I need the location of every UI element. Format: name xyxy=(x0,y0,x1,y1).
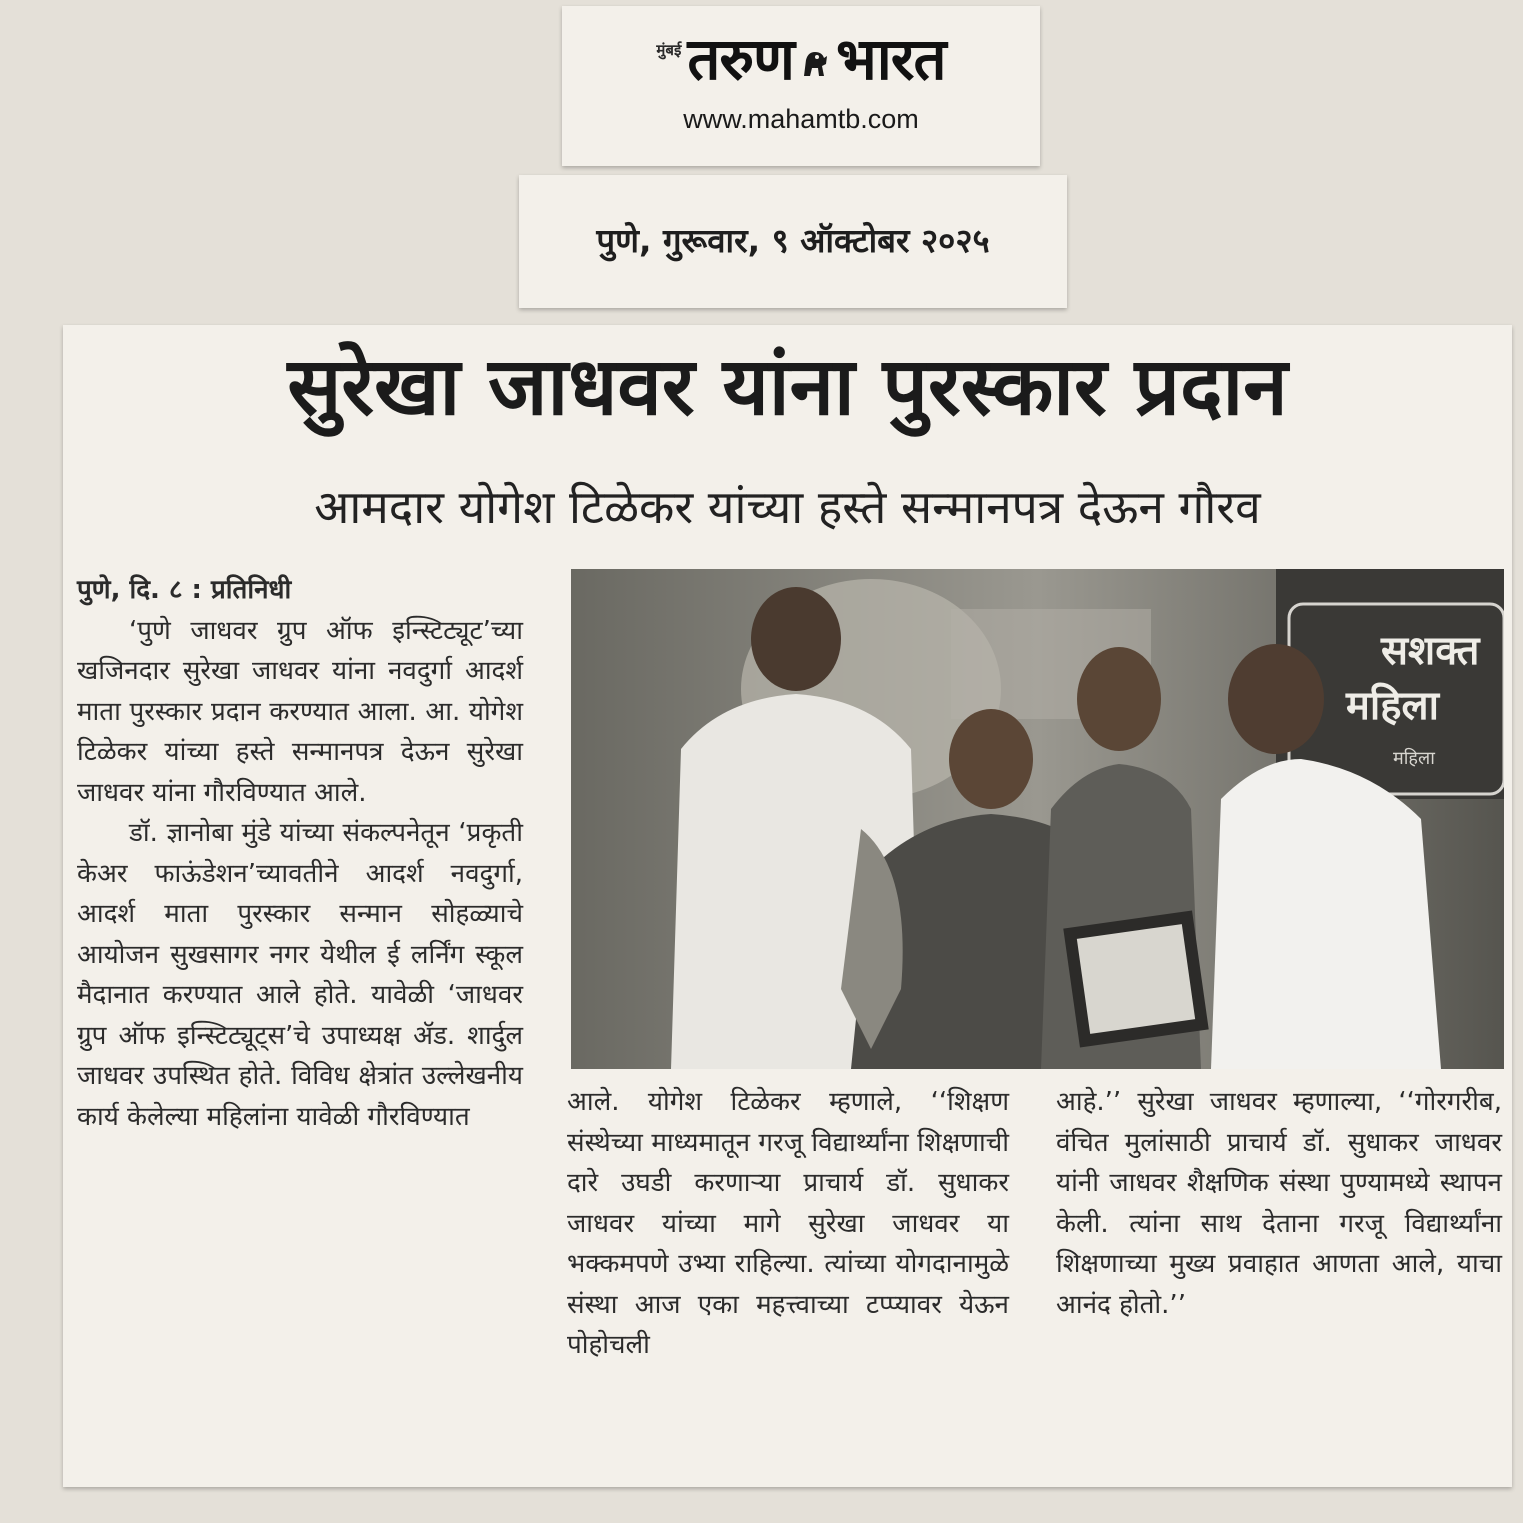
masthead-clipping xyxy=(562,6,1040,166)
article-column-3 xyxy=(1056,1082,1502,1325)
headline: सुरेखा जाधवर यांना पुरस्कार प्रदान xyxy=(287,340,1288,433)
article-column-2 xyxy=(567,1082,1009,1366)
award-ceremony-photo xyxy=(571,569,1504,1069)
article-paragraph: आहे.’’ सुरेखा जाधवर म्हणाल्या, ‘‘गोरगरीब, वंचित मुलांसाठी प्राचार्य डॉ. सुधाकर जाधवर यांनी जाधवर शैक्षणिक संस्था पुण्यामध्ये स्थापन केली. त्यांना साथ देताना गरजू विद्यार्थ्यांना शिक्षणाच्या मुख्य प्रवाहात आणता आले, याचा आनंद होतो.’’ xyxy=(1056,1087,1502,1320)
date-clipping xyxy=(519,175,1067,308)
masthead-city: मुंबई xyxy=(656,41,682,59)
article-column-1 xyxy=(77,570,523,1137)
article-paragraph: डॉ. ज्ञानोबा मुंडे यांच्या संकल्पनेतून ‘प्रकृती केअर फाऊंडेशन’च्यावतीने आदर्श नवदुर्गा, आदर्श माता पुरस्कार सन्मान सोहळ्याचे आयोजन सुखसागर नगर येथील ई लर्निंग स्कूल मैदानात करण्यात आले होते. यावेळी ‘जाधवर ग्रुप ऑफ इन्स्टिट्यूट्स’चे उपाध्यक्ष ॲड. शार्दुल जाधवर उपस्थित होते. विविध क्षेत्रांत उल्लेखनीय कार्य केलेल्या महिलांना यावेळी गौरविण्यात xyxy=(77,818,523,1132)
masthead-url: www.mahamtb.com xyxy=(683,104,919,134)
article-paragraph: आले. योगेश टिळेकर म्हणाले, ‘‘शिक्षण संस्थेच्या माध्यमातून गरजू विद्यार्थ्यांना शिक्षणाची दारे उघडी करणाऱ्या प्राचार्य डॉ. सुधाकर जाधवर यांच्या मागे सुरेखा जाधवर या भक्कमपणे उभ्या राहिल्या. त्यांच्या योगदानामुळे संस्था आज एका महत्त्वाच्या टप्प्यावर येऊन पोहोचली xyxy=(567,1087,1009,1360)
lion-emblem-icon xyxy=(800,46,830,80)
issue-date: पुणे, गुरूवार, ९ ऑक्टोबर २०२५ xyxy=(596,221,990,260)
banner-text-3: महिला xyxy=(1393,748,1435,769)
banner-text-1: सशक्त xyxy=(1381,628,1480,674)
subheadline: आमदार योगेश टिळेकर यांच्या हस्ते सन्मानपत्र देऊन गौरव xyxy=(314,480,1261,534)
masthead-word-1: तरुण xyxy=(687,25,794,93)
masthead-word-2: भारत xyxy=(836,25,946,93)
article-clipping xyxy=(63,325,1512,1487)
article-paragraph: ‘पुणे जाधवर ग्रुप ऑफ इन्स्टिट्यूट’च्या खजिनदार सुरेखा जाधवर यांना नवदुर्गा आदर्श माता पुरस्कार प्रदान करण्यात आला. आ. योगेश टिळेकर यांच्या हस्ते सन्मानपत्र देऊन सुरेखा जाधवर यांना गौरविण्यात आले. xyxy=(77,615,523,808)
event-photo xyxy=(571,569,1504,1069)
masthead-logo xyxy=(562,25,1040,93)
banner-text-2: महिला xyxy=(1346,683,1439,729)
article-dateline: पुणे, दि. ८ : प्रतिनिधी xyxy=(77,575,292,605)
